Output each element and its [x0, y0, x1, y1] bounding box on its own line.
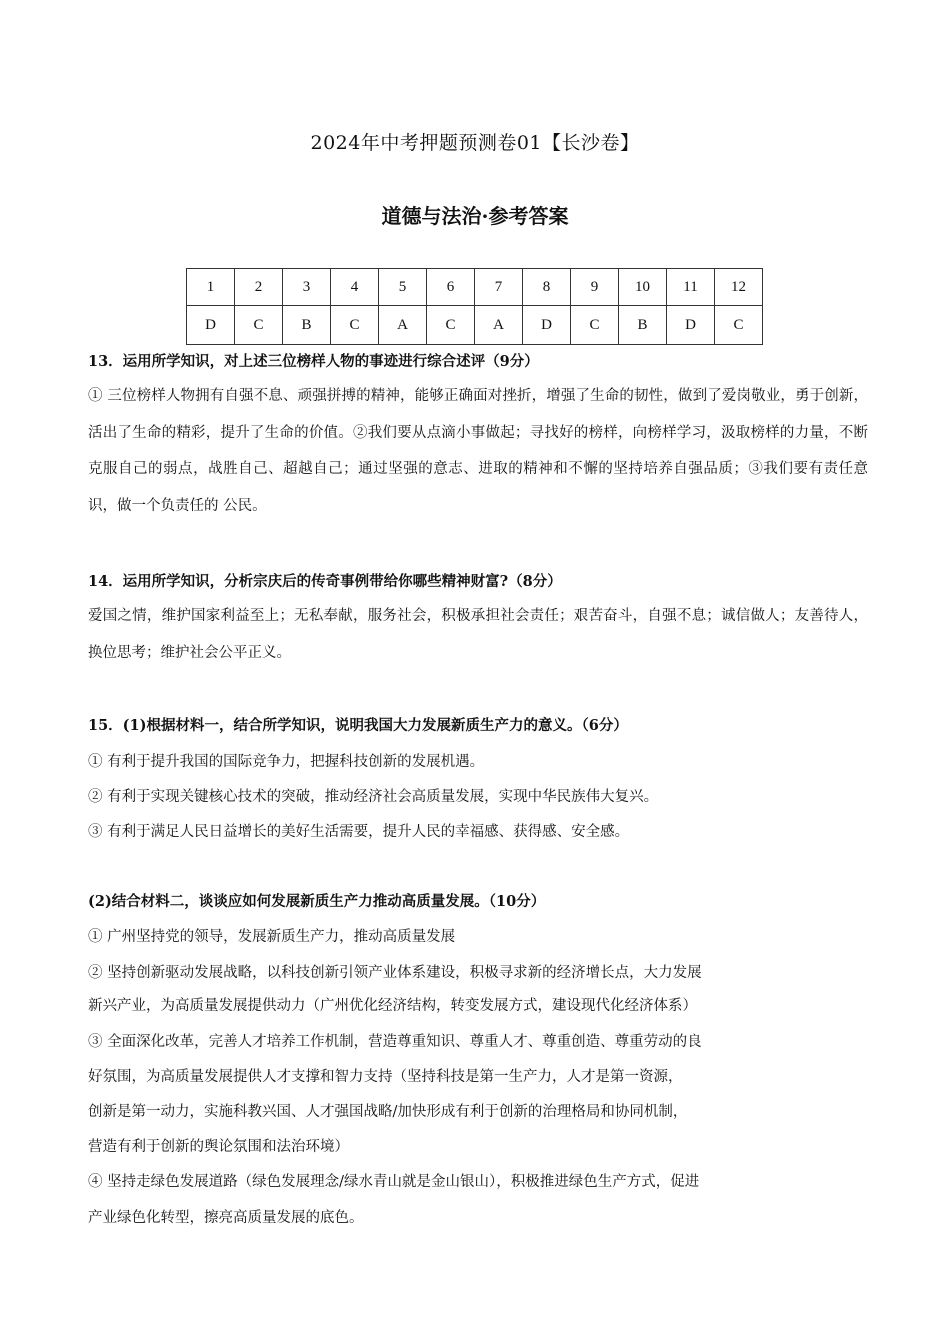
q14-heading: 14．运用所学知识，分析宗庆后的传奇事例带给你哪些精神财富?（8分） — [88, 573, 562, 590]
answer-letter: C — [715, 306, 763, 345]
q15-2-line-7: 营造有利于创新的舆论氛围和法治环境） — [88, 1139, 349, 1155]
answer-letter: A — [475, 306, 523, 345]
answer-letter: D — [523, 306, 571, 345]
q13-answer: ① 三位榜样人物拥有自强不息、顽强拼搏的精神，能够正确面对挫折，增强了生命的韧性，做到了爱岗敬业，勇于创新，活出了生命的精彩，提升了生命的价值。②我们要从点滴小事做起；寻找好的榜样，向榜样学习，汲取榜样的力量，不断克服自己的弱点，战胜自己、超越自己；通过坚强的意志、进取的精神和不懈的坚持培养自强品质；③我们要有责任意识，做一个负责任的 公民。 — [88, 388, 868, 514]
exam-title: 2024年中考押题预测卷01【长沙卷】 — [310, 132, 640, 154]
answer-letter: C — [427, 306, 475, 345]
q15-2-line-4: ③ 全面深化改革，完善人才培养工作机制，营造尊重知识、尊重人才、尊重创造、尊重劳动的良 — [88, 1034, 702, 1050]
answer-letter: B — [283, 306, 331, 345]
q15-2-line-2: ② 坚持创新驱动发展战略，以科技创新引领产业体系建设，积极寻求新的经济增长点，大力发展 — [88, 965, 702, 981]
q15-2-heading: (2)结合材料二，谈谈应如何发展新质生产力推动高质量发展。（10分） — [88, 893, 546, 910]
q15-2-line-9: 产业绿色化转型，擦亮高质量发展的底色。 — [88, 1210, 364, 1226]
answer-table — [186, 268, 763, 345]
q15-1-point-2: ② 有利于实现关键核心技术的突破，推动经济社会高质量发展，实现中华民族伟大复兴。 — [88, 789, 659, 805]
answer-letter: C — [235, 306, 283, 345]
question-number: 8 — [523, 269, 571, 306]
question-number: 9 — [571, 269, 619, 306]
answer-letter: C — [331, 306, 379, 345]
question-number: 7 — [475, 269, 523, 306]
answer-letter: D — [667, 306, 715, 345]
answer-letter: D — [187, 306, 235, 345]
question-number: 4 — [331, 269, 379, 306]
question-number: 10 — [619, 269, 667, 306]
q15-1-point-3: ③ 有利于满足人民日益增长的美好生活需要，提升人民的幸福感、获得感、安全感。 — [88, 824, 630, 840]
question-number-row — [187, 269, 763, 306]
q15-2-line-1: ① 广州坚持党的领导，发展新质生产力，推动高质量发展 — [88, 929, 456, 945]
q15-1-point-1: ① 有利于提升我国的国际竞争力，把握科技创新的发展机遇。 — [88, 754, 485, 770]
answer-letter: C — [571, 306, 619, 345]
question-number: 11 — [667, 269, 715, 306]
answer-letter: A — [379, 306, 427, 345]
question-number: 6 — [427, 269, 475, 306]
question-number: 3 — [283, 269, 331, 306]
question-number: 1 — [187, 269, 235, 306]
q15-2-line-8: ④ 坚持走绿色发展道路（绿色发展理念/绿水青山就是金山银山），积极推进绿色生产方式，促进 — [88, 1174, 700, 1190]
answer-row — [187, 306, 763, 345]
answer-letter: B — [619, 306, 667, 345]
q14-answer: 爱国之情，维护国家利益至上；无私奉献，服务社会，积极承担社会责任；艰苦奋斗，自强不息；诚信做人；友善待人，换位思考；维护社会公平正义。 — [88, 608, 868, 661]
question-number: 2 — [235, 269, 283, 306]
question-number: 5 — [379, 269, 427, 306]
q15-2-line-3: 新兴产业，为高质量发展提供动力（广州优化经济结构，转变发展方式，建设现代化经济体系） — [88, 998, 697, 1014]
answer-key-subtitle: 道德与法治·参考答案 — [381, 204, 569, 228]
q15-2-line-5: 好氛围，为高质量发展提供人才支撑和智力支持（坚持科技是第一生产力，人才是第一资源， — [88, 1069, 683, 1085]
q15-1-heading: 15．(1)根据材料一，结合所学知识，说明我国大力发展新质生产力的意义。（6分） — [88, 717, 628, 734]
q15-2-line-6: 创新是第一动力，实施科教兴国、人才强国战略/加快形成有利于创新的治理格局和协同机制， — [88, 1104, 688, 1120]
question-number: 12 — [715, 269, 763, 306]
q13-heading: 13．运用所学知识，对上述三位榜样人物的事迹进行综合述评（9分） — [88, 353, 539, 370]
